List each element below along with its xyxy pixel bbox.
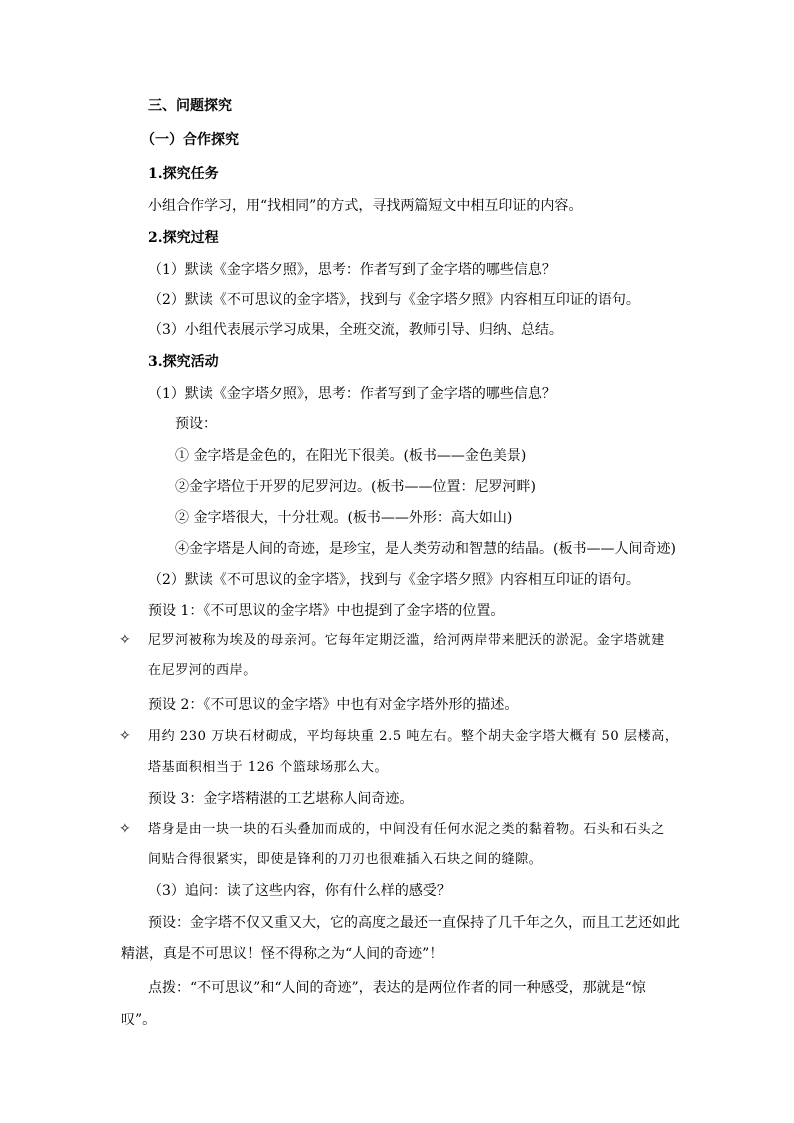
diamond-bullet-icon: ✧ <box>119 728 131 744</box>
activity-question-2: （2）默读《不可思议的金字塔》，找到与《金字塔夕照》内容相互印证的语句。 <box>148 572 640 588</box>
case-3-quote-line-2: 间贴合得很紧实，即使是锋利的刀刃也很难插入石块之间的缝隙。 <box>148 852 543 867</box>
process-step-3: （3）小组代表展示学习成果，全班交流，教师引导、归纳、总结。 <box>148 322 563 338</box>
preset-item-2: ②金字塔位于开罗的尼罗河边。(板书——位置：尼罗河畔) <box>175 479 536 495</box>
case-3-preset: 预设 3：金字塔精湛的工艺堪称人间奇迹。 <box>148 791 414 807</box>
diamond-bullet-icon: ✧ <box>119 821 131 837</box>
preset-item-1: ① 金字塔是金色的，在阳光下很美。(板书——金色美景) <box>175 448 527 464</box>
case-1-quote-line-2: 在尼罗河的西岸。 <box>148 663 257 678</box>
case-2-quote-line-1: 用约 230 万块石材砌成，平均每块重 2.5 吨左右。整个胡夫金字塔大概有 50 层楼高， <box>148 729 679 744</box>
section-heading: 三、问题探究 <box>148 98 232 114</box>
preset-label: 预设： <box>175 416 217 432</box>
case-1-preset: 预设 1：《不可思议的金字塔》中也提到了金字塔的位置。 <box>148 603 505 619</box>
case-2-preset: 预设 2：《不可思议的金字塔》中也有对金字塔外形的描述。 <box>148 697 519 713</box>
preset-item-3: ② 金字塔很大，十分壮观。(板书——外形：高大如山) <box>175 510 513 526</box>
process-step-1: （1）默读《金字塔夕照》，思考：作者写到了金字塔的哪些信息？ <box>148 262 556 278</box>
activity-question-1: （1）默读《金字塔夕照》，思考：作者写到了金字塔的哪些信息？ <box>148 386 556 402</box>
guidance-line-2: 叹”。 <box>121 1012 157 1028</box>
sub-heading: （一）合作探究 <box>141 132 239 148</box>
process-heading: 2.探究过程 <box>148 230 219 246</box>
task-text: 小组合作学习，用“找相同”的方式，寻找两篇短文中相互印证的内容。 <box>148 198 583 214</box>
activity-heading: 3.探究活动 <box>148 354 219 370</box>
preset-item-4: ④金字塔是人间的奇迹，是珍宝，是人类劳动和智慧的结晶。(板书——人间奇迹) <box>175 541 676 557</box>
task-heading: 1.探究任务 <box>148 166 219 182</box>
process-step-2: （2）默读《不可思议的金字塔》，找到与《金字塔夕照》内容相互印证的语句。 <box>148 292 640 308</box>
conclusion-line-1: 预设：金字塔不仅又重又大，它的高度之最还一直保持了几千年之久，而且工艺还如此 <box>148 915 680 931</box>
conclusion-line-2: 精湛，真是不可思议！怪不得称之为“人间的奇迹”！ <box>121 946 444 962</box>
case-3-quote-line-1: 塔身是由一块一块的石头叠加而成的，中间没有任何水泥之类的黏着物。石头和石头之 <box>148 822 665 837</box>
guidance-line-1: 点拨：“不可思议”和“人间的奇迹”，表达的是两位作者的同一种感受，那就是“惊 <box>148 980 646 996</box>
diamond-bullet-icon: ✧ <box>119 632 131 648</box>
case-1-quote-line-1: 尼罗河被称为埃及的母亲河。它每年定期泛滥，给河两岸带来肥沃的淤泥。金字塔就建 <box>148 633 665 648</box>
case-2-quote-line-2: 塔基面积相当于 126 个篮球场那么大。 <box>148 760 389 775</box>
activity-question-3: （3）追问：读了这些内容，你有什么样的感受？ <box>148 883 451 899</box>
